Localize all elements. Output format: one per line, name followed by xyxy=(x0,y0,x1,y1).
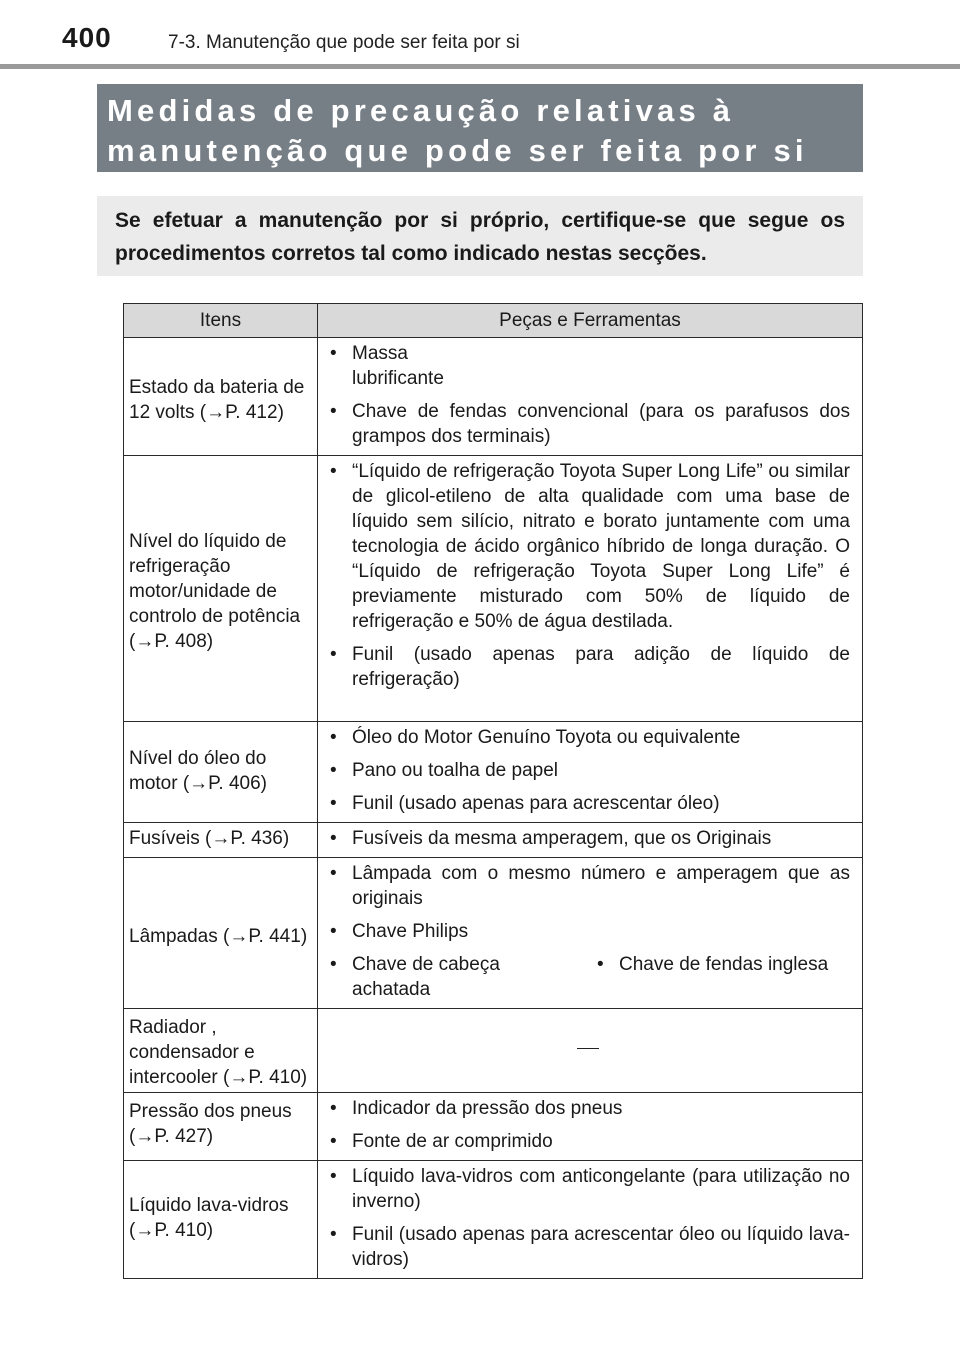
parts-cell xyxy=(318,722,863,823)
column-header-parts: Peças e Ferramentas xyxy=(318,304,863,338)
list-item: • Chave de fendas convencional (para os parafusos dos grampos dos terminais) xyxy=(326,399,850,449)
section-title-line2: manutenção que pode ser feita por si xyxy=(107,133,808,168)
parts-cell xyxy=(318,456,863,722)
list-item: • Funil (usado apenas para acrescentar óleo ou líquido lava-vidros) xyxy=(326,1222,850,1272)
intro-box: Se efetuar a manutenção por si próprio, certifique-se que segue os procedimentos corretos tal como indicado nestas secções. xyxy=(97,196,863,276)
table-row xyxy=(124,823,863,858)
table-row xyxy=(124,338,863,456)
table-header-row xyxy=(124,304,863,338)
item-cell: Nível do líquido de refrigeração motor/unidade de controlo de potência (→P. 408) xyxy=(124,456,318,722)
maintenance-table xyxy=(123,303,863,1279)
section-title xyxy=(97,84,863,172)
chapter-title: 7-3. Manutenção que pode ser feita por si xyxy=(168,32,520,53)
item-cell: Nível do óleo do motor (→P. 406) xyxy=(124,722,318,823)
page-number: 400 xyxy=(62,22,112,53)
list-item: • Chave de cabeça achatada xyxy=(326,952,583,1002)
list-item: • Fusíveis da mesma amperagem, que os Originais xyxy=(326,826,850,851)
parts-cell xyxy=(318,823,863,858)
parts-cell xyxy=(318,1161,863,1279)
list-item: • Pano ou toalha de papel xyxy=(326,758,850,783)
list-item: • “Líquido de refrigeração Toyota Super Long Life” ou similar de glicol-etileno de alta qualidade com uma base de líquido sem silício, nitrato e borato juntamente com uma tecnologia de ácido orgânico híbrido de longa duração. O “Líquido de refrigeração Toyota Super Long Life” é previamente misturado com 50% de líquido de refrigeração e 50% de água destilada. xyxy=(326,459,850,634)
list-item: • Chave Philips xyxy=(326,919,850,944)
header-rule xyxy=(0,64,960,69)
table-row xyxy=(124,858,863,1009)
column-header-items: Itens xyxy=(124,304,318,338)
list-item: • Funil (usado apenas para acrescentar óleo) xyxy=(326,791,850,816)
list-item: • Lâmpada com o mesmo número e amperagem que as originais xyxy=(326,861,850,911)
list-item: • Funil (usado apenas para adição de líquido de refrigeração) xyxy=(326,642,850,692)
list-item: • Líquido lava-vidros com anticongelante (para utilização no inverno) xyxy=(326,1164,850,1214)
item-cell: Fusíveis (→P. 436) xyxy=(124,823,318,858)
em-dash xyxy=(577,1048,599,1049)
parts-cell xyxy=(318,1093,863,1161)
table-row xyxy=(124,1161,863,1279)
item-cell: Radiador , condensador e intercooler (→P. 410) xyxy=(124,1009,318,1093)
parts-cell xyxy=(318,858,863,1009)
item-cell: Lâmpadas (→P. 441) xyxy=(124,858,318,1009)
list-item: • Indicador da pressão dos pneus xyxy=(326,1096,850,1121)
list-item: • Fonte de ar comprimido xyxy=(326,1129,850,1154)
tools-two-columns xyxy=(326,952,850,1002)
parts-cell xyxy=(318,338,863,456)
table-row xyxy=(124,1093,863,1161)
section-title-line1: Medidas de precaução relativas à xyxy=(107,93,735,128)
item-cell: Líquido lava-vidros (→P. 410) xyxy=(124,1161,318,1279)
table-row xyxy=(124,722,863,823)
list-item: • Óleo do Motor Genuíno Toyota ou equivalente xyxy=(326,725,850,750)
parts-cell-empty xyxy=(318,1009,863,1093)
item-cell: Estado da bateria de 12 volts (→P. 412) xyxy=(124,338,318,456)
table-row xyxy=(124,456,863,722)
list-item: • Chave de fendas inglesa xyxy=(593,952,850,977)
list-item: • Massa lubrificante xyxy=(326,341,502,391)
table-row xyxy=(124,1009,863,1093)
item-cell: Pressão dos pneus (→P. 427) xyxy=(124,1093,318,1161)
